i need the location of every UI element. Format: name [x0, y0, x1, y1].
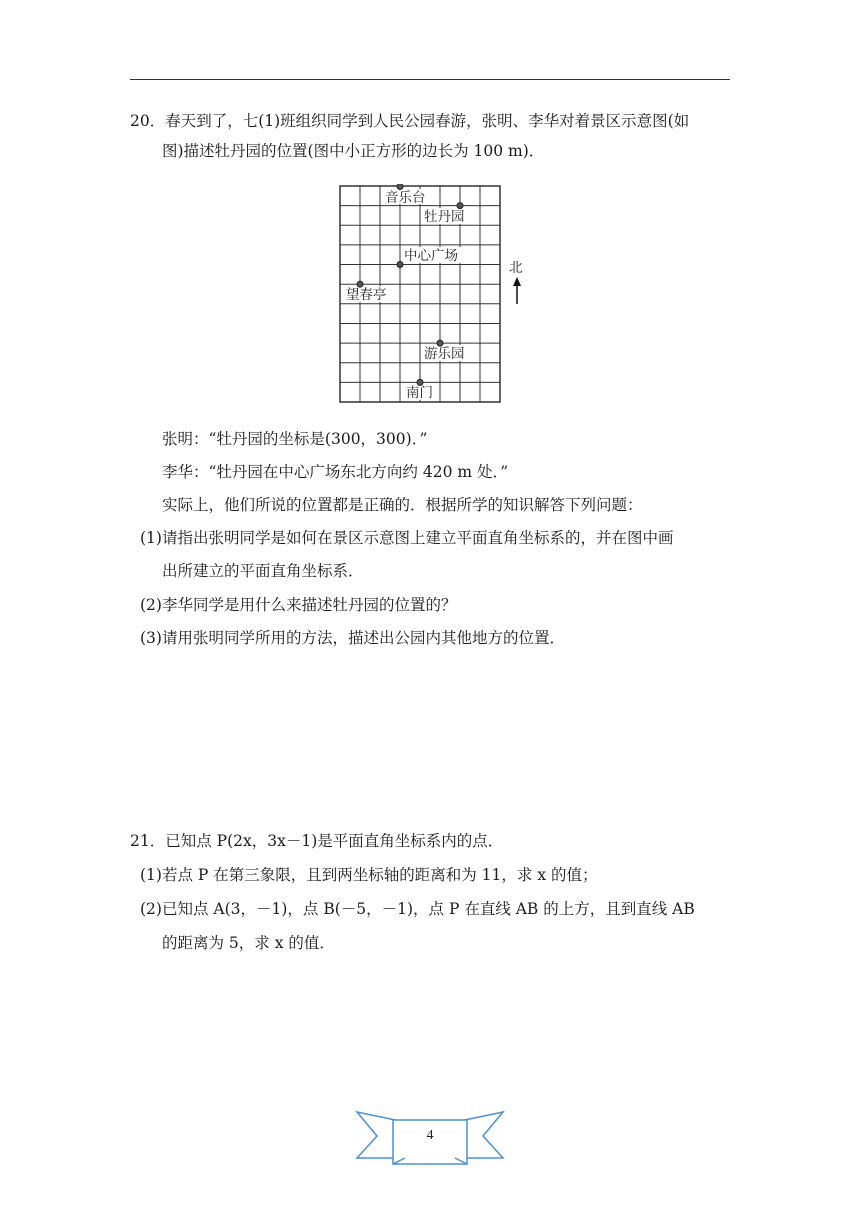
amusement-park-label: 游乐园	[424, 346, 465, 362]
page-number: 4	[426, 1128, 434, 1143]
zhangming-statement: 张明：“牡丹园的坐标是(300，300)．”	[162, 430, 428, 448]
south-gate-point	[417, 379, 423, 385]
park-map	[338, 184, 538, 404]
north-indicator	[509, 260, 523, 304]
q20-part1-line1: (1)请指出张明同学是如何在景区示意图上建立平面直角坐标系的，并在图中画	[140, 529, 674, 547]
peony-garden-label: 牡丹园	[424, 209, 465, 225]
q20-part2: (2)李华同学是用什么来描述牡丹园的位置的？	[140, 596, 457, 614]
q20-intro: 实际上，他们所说的位置都是正确的．根据所学的知识解答下列问题：	[162, 496, 643, 514]
q21-stem: 21．已知点 P(2x，3x－1)是平面直角坐标系内的点．	[130, 832, 504, 850]
music-stage-label: 音乐台	[385, 190, 426, 206]
q21-part2-line1: (2)已知点 A(3，－1)，点 B(－5，－1)，点 P 在直线 AB 的上方，且到直线 AB	[140, 900, 695, 918]
south-gate-label: 南门	[406, 385, 433, 401]
q20-part3: (3)请用张明同学所用的方法，描述出公园内其他地方的位置．	[140, 629, 565, 647]
central-square-point	[397, 262, 403, 268]
q21-part1: (1)若点 P 在第三象限，且到两坐标轴的距离和为 11，求 x 的值；	[140, 866, 598, 884]
wangchun-pavilion-point	[357, 281, 363, 287]
top-rule	[130, 79, 730, 80]
q20-stem-line1: 20．春天到了，七(1)班组织同学到人民公园春游，张明、李华对着景区示意图(如	[130, 112, 690, 130]
lihua-statement: 李华：“牡丹园在中心广场东北方向约 420 m 处．”	[162, 463, 509, 481]
arrow-up-icon	[513, 277, 521, 304]
central-square-label: 中心广场	[404, 248, 458, 264]
north-label: 北	[509, 260, 523, 276]
q21-part2-line2: 的距离为 5，求 x 的值．	[162, 934, 335, 952]
wangchun-pavilion-label: 望春亭	[346, 287, 387, 303]
music-stage-point	[397, 184, 403, 190]
peony-garden-point	[457, 203, 463, 209]
q20-part1-line2: 出所建立的平面直角坐标系．	[162, 562, 364, 580]
q20-stem-line2: 图)描述牡丹园的位置(图中小正方形的边长为 100 m)．	[162, 142, 545, 160]
amusement-park-point	[437, 340, 443, 346]
